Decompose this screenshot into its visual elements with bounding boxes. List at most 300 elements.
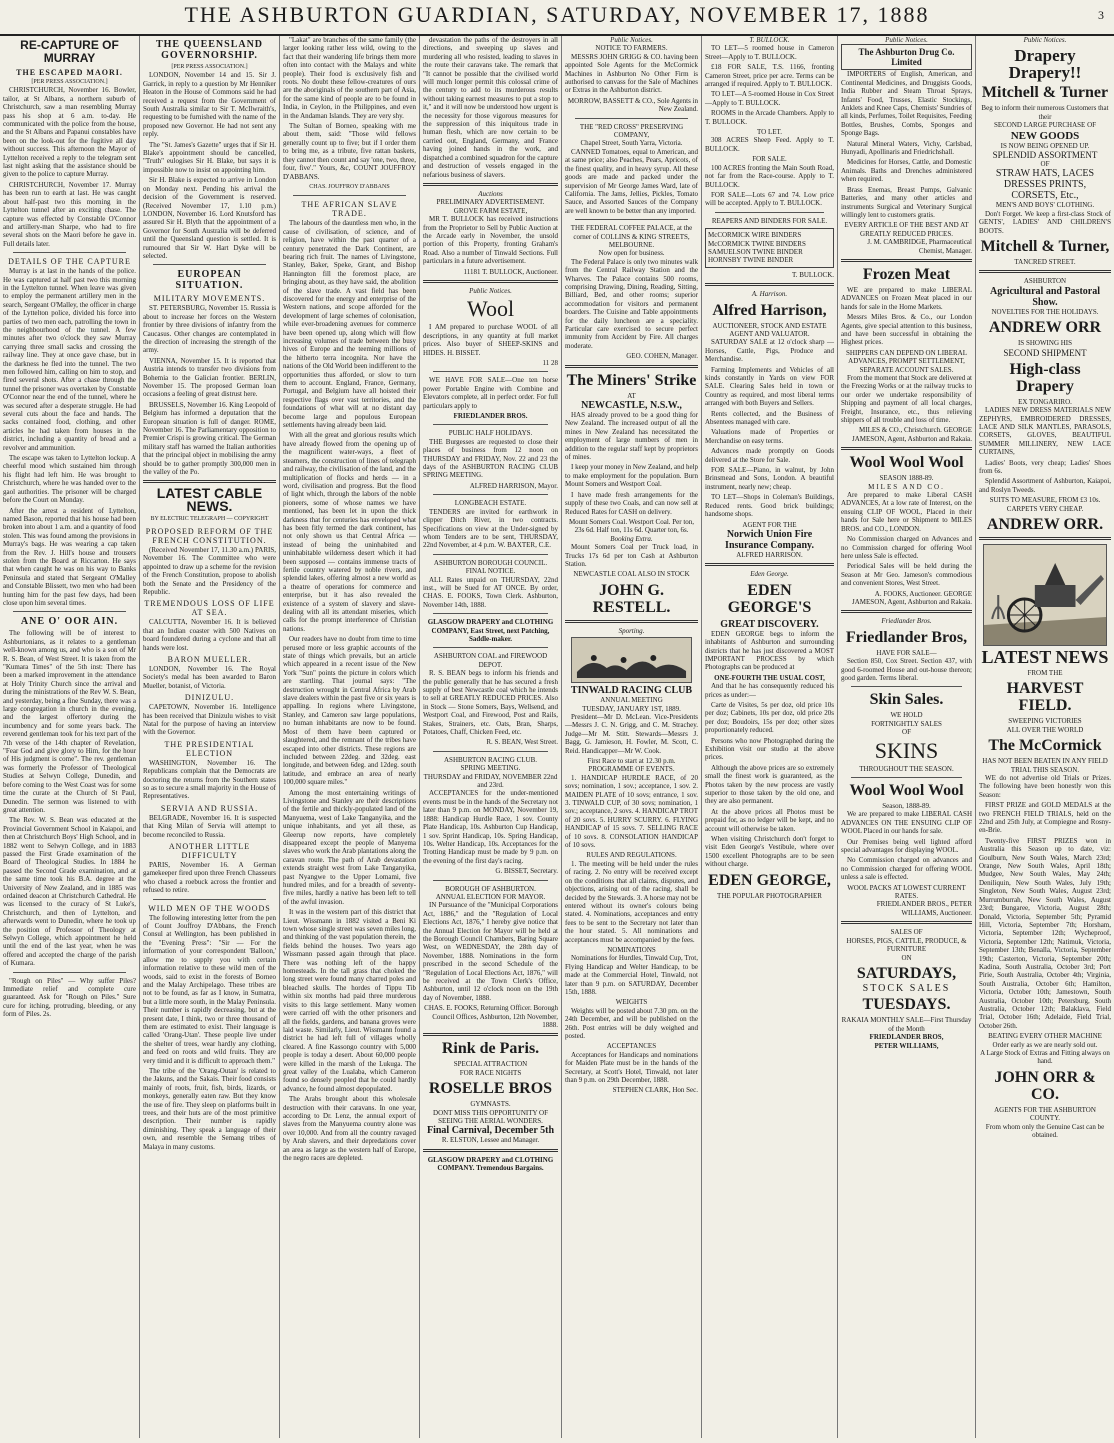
article-paragraph: The Rev. W. S. Bean was educated at the Provincial Government School in Kaiapoi, and then at Christchurch Boys' High School, and in 1882 went to Selwyn College, and in 1883 passed the First Grade examination of the Board of Theological Studies. In 1884 he passed the Second Grade examination, and at the same time took his B.A. degree at the University of New Zealand, and in 1885 was ordained deacon at Christchurch Cathedral. He was licensed to the curacy of St Luke's, Christchurch, and then of Lyttelton, and afterwards went to Dunedin, where he took up the position of Professor of Theology at Selwyn College, which appointment he held until the end of the last year, when he was offered and accepted the charge of the parish of Kumara. xyxy=(3,816,136,968)
ad-final-carnival: Final Carnival, December 5th xyxy=(426,1125,555,1137)
ad-body: Natural Mineral Waters, Vichy, Carlsbad, Hunyadi, Apollinaris and Friedrichshall. xyxy=(841,139,972,157)
divider xyxy=(13,972,126,973)
ad-heading: ASHBURTON RACING CLUB. xyxy=(444,755,537,764)
subhead-baron-mueller: BARON MUELLER. xyxy=(167,654,252,664)
section-sporting: Sporting. xyxy=(618,626,645,635)
ad-subheading: WEIGHTS xyxy=(615,998,648,1007)
article-paragraph: LONDON, November 16. The Royal Society's medal has been awarded to Baron Mueller, botanist, of Victoria. xyxy=(143,664,276,690)
divider xyxy=(13,252,126,253)
section-public-notices: Public Notices. xyxy=(469,286,512,295)
ad-heading: REAPERS AND BINDERS FOR SALE. xyxy=(711,216,828,225)
ad-body: Twenty-five FIRST PRIZES won in Australia this Season up to date, viz: Goulburn, New South Wales, March 23rd; Orange, New South Wales, April 18th; Mudgee, New South Wales, May 24th; Deniliquin, New South Wales, July 19th; Singleton, New South Wales, August 23rd; Murrumburrah, New South Wales, August 23rd; Bungaree, Victoria, August 28th; Donald, Victoria, September 5th; Pyramid Hill, Victoria, September 7th; Horsham, Victoria, September 12th; Wycheproof, Victoria, September 12th; Natimuk, Victoria, September 13th; Benalla, Victoria, September 19th; Casterton, Victoria, September 20th; Kadina, South Australia, October 3rd; Port Pirie, South Australia, October 4th; Virginia, South Australia, October 6th; Hamilton, Victoria, October 10th; Jamestown, South Australia, October 10th; Petersburg, South Australia, October 12th; Balaklava, Field Trial, October 16th; Adelaide, Field Trial, October 26th. xyxy=(979,836,1111,1030)
divider xyxy=(433,424,548,425)
ad-glasgow-drapery: GLASGOW DRAPERY and CLOTHING COMPANY, East Street, next Patching, Saddle-maker. xyxy=(427,618,554,643)
ad-subheading: EX TONGARIRO. xyxy=(1018,397,1072,406)
ad-subheading: AGENTS FOR THE ASHBURTON COUNTY. xyxy=(994,1105,1096,1123)
ad-body: Valuations made of Properties or Merchandise on easy terms. xyxy=(705,428,834,445)
ad-body: Beg to inform their numerous Customers that their xyxy=(981,104,1109,121)
ad-drapery: Drapery Drapery!! xyxy=(1008,46,1082,83)
ad-rink-title: Rink de Paris. xyxy=(441,1040,540,1058)
ad-roselle-bros: ROSELLE BROS xyxy=(428,1080,553,1098)
article-paragraph: devastation the paths of the destroyers in all directions, and sweeping up slaves and murdering all who resisted, leading to slaves in the route their caravans take. The remark that "It cannot be possible that the civilised world will much longer permit this colossal crime of the century to add to its murderous results without taking earnest measures to put a stop to it," and it will now be understood how urgent is the necessity for those vigorous measures for the suppression of this iniquitous trade in human flesh, which are now certain to be carried out, England, Germany, and France having joined hands in the work, and dispatched a combined squadron for the capture and destruction of vessels engaged in the nefarious business of slavers. xyxy=(423,36,558,179)
ad-wool-wool-wool-2: Wool Wool Wool xyxy=(849,782,964,799)
ad-body: WE do not advertise old Trials or Prizes. The following have been honestly won this Season: xyxy=(979,774,1111,799)
article-paragraph: It was in the western part of this district that Lieut. Wissmann in 1882 visited a Beni Ki town whose single street was seven miles long, and thinking of the vast population therein, the fields behind the houses. Two years ago Wissmann passed again through that place. There was nothing left of the happy homesteads. In the tall grass that choked the long street were found many charred poles and bleached skulls. The hordes of Tippu Tib within six months had paid three murderous visits to this large settlement. Many women were carried off with the other prisoners and all the fields, gardens, and banana groves were laid waste. Similarly, Lieut. Wissmann found a district he had left full of villages wholly cleared. A fine Kassongo country with 5,000 people is today a desert. About 60,000 people were killed in the marsh of the Lukuga. The great valley of the Lualaba, which Cameron found so densely peopled that he could hardly advance, he found almost depopulated. xyxy=(283,908,416,1093)
ad-alfred-harrison: Alfred Harrison, xyxy=(712,301,827,319)
column-3 xyxy=(280,36,420,1438)
divider xyxy=(979,537,1111,540)
ad-body: LADIES NEW DRESS MATERIALS NEW ZEPHYRS, EMBROIDERED DRESSES, LACE AND SILK MANTLES, PARASOLS, CORSETS, GLOVES, BEAUTIFUL SUMMER MILLINERY, NEW LACE CURTAINS, xyxy=(979,406,1111,457)
ad-subheading: HAS NOT BEEN BEATEN IN ANY FIELD TRIAL THIS SEASON. xyxy=(982,757,1108,774)
ad-subheading: FOR SALE. xyxy=(752,155,787,164)
subhead-escaped-maori: THE ESCAPED MAORI. xyxy=(16,68,123,77)
ad-john-restell: JOHN G. RESTELL. xyxy=(592,581,671,616)
ad-footer: ALFRED HARRISON. xyxy=(736,550,803,559)
ad-date: TUESDAY, JANUARY 1ST, 1889. xyxy=(582,704,681,713)
ad-body: Medicines for Horses, Cattle, and Domestic Animals. Baths and Drenches administered when required. xyxy=(841,158,972,184)
article-paragraph: WASHINGTON, November 16. The Republicans complain that the Democrats are doctoring the returns from the Southern states so as to secure a small majority in the House of Representatives. xyxy=(143,758,276,801)
ad-body: Don't Forget. We keep a first-class Stock of GENTS', LADIES' AND CHILDREN'S BOOTS. xyxy=(979,209,1111,235)
article-paragraph: The tribe of the 'Orang-Outan' is related to the Jakuns, and the Sakais. Their food consists mainly of roots, fruit, fish, birds, lizards, or monkeys, generally eaten raw. But they know the use of fire. They sleep on platforms built in trees, and their huts are of the most primitive description. Their number is rapidly diminishing. They speak a language of their own, and resemble the Semang tribes of Malaya in many customs. xyxy=(143,1066,276,1151)
ad-subheading: ANNUAL MEETING xyxy=(600,696,663,705)
ad-body: Persons who now Photographed during the Exhibition visit our studio at the above prices. xyxy=(705,736,834,762)
ad-footer: GEO. COHEN, Manager. xyxy=(626,352,698,361)
divider xyxy=(153,899,266,900)
ad-body: Brass Enemas, Breast Pumps, Galvanic Batteries, and many other articles and instruments Surgical and Veterinary Surgical willingly lent to customers gratis. xyxy=(841,185,972,219)
ad-body: Order early as we are nearly sold out. xyxy=(992,1040,1098,1049)
ad-heading: PUBLIC HALF HOLIDAYS. xyxy=(448,429,533,438)
article-paragraph: CAPETOWN, November 16. Intelligence has been received that Dinizulu wishes to visit Natal for the purpose of having an interview with the Governor. xyxy=(143,703,276,737)
ad-john-orr: JOHN ORR & CO. xyxy=(994,1068,1096,1103)
headline-queensland: THE QUEENSLAND GOVERNORSHIP. xyxy=(155,39,264,61)
divider xyxy=(575,118,688,119)
section-friedlander: Friedlander Bros. xyxy=(881,617,932,626)
article-paragraph: BRUSSELS, November 16. King Leopold of Belgium has informed a deputation that the European situation is full of danger. ROME, November 16. The Parliamentary opposition to Premier Crispi is growing critical. The German military staff has warned the Italian authorities that the principal object in mobilising the army should be to gather promptly 300,000 men in the valley of the Po. xyxy=(143,400,276,477)
ad-body: HAS already proved to be a good thing for New Zealand. The increased output of all the mines in New Zealand has necessitated the employment of large numbers of men in addition to the regular staff kept by proprietors of mines. xyxy=(565,411,698,462)
ad-heading: ASHBURTON COAL and FIREWOOD DEPOT. xyxy=(433,652,548,669)
ad-subheading: SHIPPERS CAN DEPEND ON LIBERAL ADVANCES, PROMPT SETTLEMENT, SEPARATE ACCOUNT SALES. xyxy=(846,348,967,374)
divider xyxy=(851,777,962,778)
ad-body: TO LET—Shops in Coleman's Buildings, Reduced rents. Good brick buildings; handsome shops. xyxy=(705,493,834,519)
ad-body: 1. HANDICAP HURDLE RACE, of 20 sovs; nomination, 1 sov.; acceptance, 1 sov. 2. MAIDEN PLATE of 10 sovs; entrance, 1 sov. 3. TINWALD CUP, of 30 sovs; nomination, 1 sov.; acceptance, 2 sovs. 4. HANDICAP TROT of 20 sovs. 5. HURRY SCURRY. 6. FLYING HANDICAP of 15 sovs. 7. SELLING RACE of 10 sovs. 8. CONSOLATION HANDICAP of 10 sovs. xyxy=(565,773,698,850)
section-public-notices: Public Notices. xyxy=(610,36,653,44)
ad-body: Although the above prices are so extremely small the finest work is guaranteed, as the Photos taken by the new process are vastly superior to those taken by the old one, and they are also permanent. xyxy=(705,763,834,806)
ad-subheading: NOVELTIES FOR THE HOLIDAYS. xyxy=(991,307,1099,316)
ad-subheading: FORTNIGHTLY SALES xyxy=(871,719,942,728)
ad-subheading: THROUGHOUT THE SEASON. xyxy=(859,764,954,773)
ad-subheading: OF xyxy=(1040,160,1050,169)
ad-subheading: GYMNASTS. xyxy=(470,1100,511,1109)
ad-footer: THE POPULAR PHOTOGRAPHER xyxy=(717,891,822,900)
ad-body: The Federal Palace is only two minutes walk from the Central Railway Station and the Wharves. The Palace contains 500 rooms, comprising Drawing, Dining, Reading, Sitting, Billiard, Bed, and other rooms; superior accommodation for visitors and permanent boarders. The Cuisine and Table appointments for the daily luncheon are a speciality. Particular care exercised to secure perfect immunity from Accident by Fire. All charges moderate. xyxy=(565,257,698,350)
ad-mitchell-turner: Mitchell & Turner xyxy=(981,84,1109,102)
ad-subheading: SEASON 1888-89. xyxy=(879,474,934,483)
subhead-slave-trade: THE AFRICAN SLAVE TRADE. xyxy=(301,200,398,219)
ad-subheading: EVERY ARTICLE OF THE BEST AND AT GREATLY REDUCED PRICES. xyxy=(844,221,969,238)
divider xyxy=(433,751,548,752)
ad-great-discovery: GREAT DISCOVERY. xyxy=(720,618,819,630)
list-item: McCORMICK TWINE BINDERS xyxy=(708,239,806,248)
ad-body: Rents collected, and the Business of Absentees managed with care. xyxy=(705,409,834,427)
ad-body: Acceptances for Handicaps and nominations for Maiden Plate must be in the hands of the Secretary, at Scott's Hotel, Tinwald, not later than 9 p.m. on 29th December, 1888. xyxy=(565,1050,698,1085)
article-paragraph: The "St. James's Gazette" urges that if Sir H. Blake's appointment should be cancelled, "Truth" eulogises Sir H. Blake, but says it is impossible now to insist on appointing him. xyxy=(143,140,276,174)
column-6 xyxy=(702,36,838,1438)
divider xyxy=(423,1033,558,1036)
section-bullock: T. BULLOCK. xyxy=(749,36,790,44)
ad-subheading: SWEEPING VICTORIES xyxy=(1008,717,1082,726)
ad-body: RAKAIA MONTHLY SALE—First Thursday of the Month xyxy=(841,1016,972,1033)
ad-body: No Commission charged on advances and no Commission charged for offering WOOL unless a sale is effected. xyxy=(841,856,972,882)
ad-subheading: GROVE FARM ESTATE, xyxy=(453,206,528,215)
ad-footer: 11181 T. BULLOCK, Auctioneer. xyxy=(463,267,558,276)
ad-subheading: NEWCASTLE COAL ALSO IN STOCK xyxy=(573,570,690,579)
ad-body: At the above prices all Photos must be prepaid for, as no ledger will be kept, and no account will otherwise be taken. xyxy=(705,807,834,833)
ad-subheading: FROM THE xyxy=(1027,668,1063,677)
ad-eden-georges: EDEN GEORGE'S xyxy=(727,581,812,616)
ad-body: FOR SALE—Lots 67 and 74. Low price will be accepted. Apply to T. BULLOCK. xyxy=(705,190,834,208)
ad-subheading: HAVE FOR SALE— xyxy=(876,648,937,657)
divider xyxy=(705,563,834,566)
divider xyxy=(423,183,558,186)
divider xyxy=(143,480,276,483)
ad-miners-strike: The Miners' Strike xyxy=(566,371,697,389)
ad-body: R. S. BEAN begs to inform his friends and the public generally that he has secured a fresh supply of best Newcastle coal which he intends to sell at GREATLY REDUCED PRICES. Also in Stock — Stone Somers, Bays, Wellsend, and Westport Coal, and Firewood, Post and Rails, Stakes, Strainers, etc. Oats, Bran, Sharps, Potatoes, Chaff, Chicken Feed, etc. xyxy=(423,669,558,737)
ad-footer: CHAS. E. FOOKS, Returning Officer. Borough Council Offices, Ashburton, 12th November, 1888. xyxy=(424,1004,558,1030)
divider xyxy=(841,447,972,450)
divider xyxy=(851,686,962,687)
article-paragraph: The Arabs brought about this wholesale destruction with their caravans. In one year, according to Dr. Lenz, the annual export of slaves from the Manyuema country alone was over 10,000. And from all the country ravaged by Arab slavers, and their depredations cover an area as large as the western half of Europe, the negro races are depleted. xyxy=(283,1095,416,1162)
ad-subheading: NOMINATIONS xyxy=(607,945,656,954)
reaper-woodcut xyxy=(983,544,1107,646)
ad-second-shipment: SECOND SHIPMENT xyxy=(1003,347,1087,358)
ad-body: 100 ACRES fronting the Main South Road, not far from the Race-course. Apply to T. BULLOCK. xyxy=(705,163,834,189)
section-harrison: A. Harrison. xyxy=(751,290,788,299)
ad-subheading: WOOL PACKS AT LOWEST CURRENT RATES. xyxy=(847,883,966,901)
ad-subheading: Booking Extra. xyxy=(610,534,653,543)
divider xyxy=(433,554,548,555)
ad-subheading: ON xyxy=(901,953,912,962)
article-paragraph: "Lakat" are branches of the same family (the larger looking rather less wild, owing to the fact that their wandering life brings them more often into contact with the Malays and white people). Their food is exclusively fish and roots. No doubt these fellow-creatures of ours are the aboriginals of the southern part of Asia, for the same kind of people are to be found in India, in Ceylon, in the Philippines, and even in the Andaman Islands. They are very shy. xyxy=(283,36,416,120)
ad-body: Carte de Visites, 5s per doz, old price 10s per doz; Cabinets, 10s per doz, old price 20s per doz; Boudoirs, 15s per doz; other sizes proportionately reduced. xyxy=(705,700,834,735)
ad-footer: FRIEDLANDER BROS, xyxy=(869,1033,944,1042)
subhead-dinizulu: DINIZULU. xyxy=(184,693,235,703)
ad-body: MR T. BULLOCK has received instructions from the Proprietor to Sell by Public Auction at the Arcade early in November, the unsold portion of this Property, fronting Graham's Road. Also a number of Tinwald Sections. Full particulars in a future advertisement. xyxy=(423,215,558,266)
masthead xyxy=(0,0,1114,36)
divider xyxy=(841,610,972,613)
divider xyxy=(293,195,406,196)
divider xyxy=(153,264,266,265)
article-paragraph: Sir H. Blake is expected to arrive in London on Monday next. Pending his arrival the decision of the Government is reserved. (Received November 17, 1.10 p.m.) LONDON, November 16. Lord Knutsford has assured Sir H. Blyth that the appointment of a Governor for South Australia will be deferred until the Queensland question is settled. It is rumoured that Sir W. Hart Dyke will be selected. xyxy=(143,176,276,260)
subhead-wild-men: WILD MEN OF THE WOODS xyxy=(148,903,271,913)
ad-subheading: HORSES, PIGS, CATTLE, PRODUCE, & FURNITURE xyxy=(846,936,967,954)
ad-subheading: BEATING EVERY OTHER MACHINE xyxy=(988,1032,1102,1041)
ad-body: ROOMS in the Arcade Chambers. Apply to T. BULLOCK. xyxy=(705,109,834,126)
ad-subheading: SUITS TO MEASURE, FROM £3 10s. xyxy=(989,496,1101,505)
ad-body: From the moment that Stock are delivered at the Freezing Works or at the railway trucks to our order we undertake responsibility of Shipping and payment of all local charges, Freight, Insurance, etc., thus relieving shippers of all trouble and loss of time. xyxy=(841,374,972,425)
ad-skins: SKINS xyxy=(874,737,939,763)
ad-subheading: ASHBURTON xyxy=(1023,277,1067,286)
headline-ane-oor-ain: ANE O' OOR AIN. xyxy=(20,616,119,628)
ad-latest-news: LATEST NEWS xyxy=(981,646,1109,667)
advert-rough-on-piles: "Rough on Piles" — Why suffer Piles? Immediate relief and complete cure guaranteed. Ask for "Rough on Piles." Sure cure for itching, protruding, bleeding, or any form of Piles. 2s. xyxy=(3,976,136,1019)
ad-wool-title: Wool xyxy=(466,296,515,322)
ad-footer: MILES & CO., Christchurch. GEORGE JAMESON, Agent, Ashburton and Rakaia. xyxy=(852,426,972,443)
divider xyxy=(433,613,548,614)
article-paragraph: Murray is at last in the hands of the police. He was captured at half past two this morning in the Lyttelton tunnel. When leave was given to employ the permanent artillery men in the search, Sergeant O'Malley, the officer in charge of the Lyttelton police, divided his force into parties of two men each, patrolling the town in the neighbourhood of the tunnel. A few minutes after two o'clock they saw Murray carrying three small sacks and crossing the railway line. They at once gave chase, but in the darkness he fled into the tunnel. The two men followed him, calling on him to stop, and fired several shots. After a chase through the tunnel the prisoner was overtaken by Constable O'Connor near the end of the tunnel, where he was secured after a desperate struggle. He had several cuts about the face and hands. The sacks contained food, clothing, and other articles he had taken from houses in the district, including a quantity of bread and a revolver and ammunition. xyxy=(3,267,136,452)
ad-body: I keep your money in New Zealand, and help to make employment for the population. Burn Mount Somers and Westport Coal. xyxy=(565,463,698,489)
masthead-title: THE ASHBURTON GUARDIAN, SATURDAY, NOVEMBER 17, 1888 xyxy=(184,2,930,27)
divider xyxy=(433,647,548,648)
agency-line: [PER PRESS ASSOCIATION.] xyxy=(171,64,248,70)
column-7 xyxy=(838,36,976,1438)
ad-body: Periodical Sales will be held during the Season at Mr Geo. Jameson's commodious and convenient Stores, West Street. xyxy=(841,562,972,588)
subhead-loss-at-sea: TREMENDOUS LOSS OF LIFE AT SEA. xyxy=(144,599,275,618)
ad-body: WE are prepared to make LIBERAL ADVANCES on Frozen Meat placed in our hands for sale in the Home Markets. xyxy=(841,285,972,311)
article-paragraph: With all the great and glorious results which have already flowed from the opening up of the magnificent water-ways, a fleet of steamers, the construction of lines of telegraph and railway, the civilisation of the land, and the multiplication of flocks and herds — in a word, civilisation and progress. But the flood of light which, through the labors of the noble pioneers, some of whose names we have mentioned, has been let in upon the thick darkness that for centuries has enveloped what has been fitly termed the dark continent, has not only shown us that Central Africa — instead of being the uninhabited and uninhabitable wilderness desert which it had been supposed — contains immense tracts of fertile country watered by noble rivers, and splendid lakes, offering almost a new world as a theatre of operations for commerce and enterprise, but it has also revealed the existence of a system of slavery and slave-dealing with all its attendant miseries, which calls for the prompt interference of Christian nations. xyxy=(283,431,416,633)
ad-body: From whom only the Genuine Cast can be obtained. xyxy=(985,1122,1105,1140)
ad-body: President—Mr D. McLean. Vice-Presidents—Messrs J. C. N. Grigg, and C. M. Strachey. Judge—Mr M. Stitt. Stewards—Messrs J. Bagg, G. Jamieson, H. Fowler, M. Scott, C. Reid. Handicapper—Mr W. Cook. xyxy=(565,712,698,755)
article-paragraph: (Received November 17, 11.30 a.m.) PARIS, November 16. The Committee who were appointed to draw up a scheme for the revision of the French Constitution, propose to abolish both the Senate and the Presidency of the Republic. xyxy=(143,545,276,596)
ad-subheading: AUCTIONEER, STOCK AND ESTATE AGENT AND VALUATOR. xyxy=(712,321,827,338)
ad-body: Weights will be posted about 7.30 pm. on the 24th December, and will be published on the 26th. Post entries will be duly weighed and posted. xyxy=(565,1006,698,1040)
ad-frozen-meat: Frozen Meat xyxy=(862,265,951,283)
ad-subheading: TANCRED STREET. xyxy=(1014,258,1076,267)
ad-saturdays: SATURDAYS, xyxy=(856,964,957,982)
ad-body: IN Pursuance of the "Municipal Corporations Act, 1886," and the "Regulation of Local Elections Act, 1876," I hereby give notice that the Annual Election for Mayor will be held at the Borough Council Chambers, Baring Square West, on WEDNESDAY, the 28th day of November, 1888. Nominations in the form prescribed in the second Schedule of the "Regulation of Local Elections Act, 1876," will be received at the Town Clerk's Office, Ashburton, until 12 o'clock noon on the 19th day of November, 1888. xyxy=(423,901,558,1002)
ad-footer: PETER WILLIAMS, xyxy=(874,1041,939,1050)
ad-glasgow-drapery: GLASGOW DRAPERY and CLOTHING COMPANY. Tremendous Bargains. xyxy=(427,1155,554,1173)
ad-subheading: ACCEPTANCES xyxy=(606,1042,657,1051)
ad-body: Our Premises being well lighted afford special advantages for displaying WOOL. xyxy=(841,837,972,855)
ad-body: 308 ACRES Sheep Feed. Apply to T. BULLOCK. xyxy=(705,136,834,153)
ad-mccormick: The McCormick xyxy=(988,737,1102,755)
ad-subheading: CARPETS VERY CHEAP. xyxy=(1006,504,1084,513)
ad-subheading: AT xyxy=(627,391,636,400)
article-paragraph: LONDON, November 14 and 15. Sir J. Garrick, in reply to a question by Mr Henniker Heaton in the House of Commons said he had received a request from the Government of South Australia similar to Sir T. McIlwraith's, requesting to be furnished with the name of the proposed new Governor. He had not sent any reply. xyxy=(143,71,276,139)
ad-mitchell-turner-2: Mitchell & Turner, xyxy=(980,238,1110,256)
ad-body: Section 850, Cox Street. Section 437, with good 6-roomed House and out-house thereon; good garden. Terms liberal. xyxy=(841,657,972,682)
ad-subheading: WE HOLD xyxy=(890,711,923,720)
ad-body: No Commission charged on Advances and no Commission charged for offering Wool here unless Sale is effected. xyxy=(841,535,972,560)
subhead-military: MILITARY MOVEMENTS. xyxy=(153,294,266,304)
ad-body: IMPORTERS of English, American, and Continental Medicines, and Druggists Goods, India Rubber and Steam Throat Sprays, Infants' Food, Trusses, Elastic Stockings, Anklets and Knee Caps, Chemists' Sundries of all kinds, Perfumes, Toilet Requisites, Feeding Bottles, Brushes, Combs, Sponges and Sponge Bags. xyxy=(841,70,972,138)
ad-body: MESSRS JOHN GRIGG & CO. having been appointed Sole Agents for the McCormick Machines in Ashburton No Other Firm is authorised to canvass for the Sale of Machines or Extras in the Ashburton district. xyxy=(565,52,698,95)
article-paragraph: CALCUTTA, November 16. It is believed that an Indian coaster with 500 Natives on board foundered during a cyclone and that all hands were lost. xyxy=(143,618,276,652)
headline-european-situation: EUROPEAN SITUATION. xyxy=(175,269,244,292)
ad-new-goods: NEW GOODS xyxy=(1010,129,1080,142)
racing-woodcut xyxy=(571,637,692,683)
article-paragraph: Our readers have no doubt from time to time perused more or less graphic accounts of the state of things which prevails, but an article which appeared in a recent issue of the New York "Sun" points the picture in colors which are startling. That journal says: "The destruction wrought in Central Africa by Arab slave dealers within the past five or six years is appalling. In regions where Livingstone, Stanley, and Cameron saw large populations, no human inhabitants are now to be found. Most of them have been captured or slaughtered, and the remnant of the tribes have escaped into other districts. These regions are included between 22deg. and 32deg. east longitude, and between 6deg. and 12deg. south latitude, and embrace an area of nearly 100,000 square miles." xyxy=(283,635,416,787)
article-paragraph: The escape was taken to Lyttelton lockup. A cheerful mood which sustained him through his flight had left him. He was brought to Christchurch, where he was handed over to the gaol authorities. The prisoner will be charged before the Court on Monday. xyxy=(3,454,136,505)
ad-footer: ALFRED HARRISON, Mayor. xyxy=(469,481,558,490)
subhead-presidential: THE PRESIDENTIAL ELECTION xyxy=(164,739,255,758)
divider xyxy=(423,280,558,283)
divider xyxy=(841,921,972,924)
ad-friedlander-bros: Friedlander Bros, xyxy=(845,628,968,646)
ad-heading: THE FEDERAL COFFEE PALACE, at the corner of COLLINS & KING STREETS, MELBOURNE. xyxy=(570,224,693,249)
ad-body: FOR SALE—Piano, in walnut, by John Brinsmead and Sons, London. A beautiful instrument, nearly new; cheap. xyxy=(705,466,834,491)
divider xyxy=(565,620,698,623)
ad-body: 1. The meeting will be held under the rules of racing. 2. No entry will be received except on the conditions that all claims, disputes, and objections, arising out of the racing, shall be decided by the Stewards. 3. A horse may not be entered without its owner's colours being stated. 4. Nominations, acceptances and entry fees to be sent to the Secretary not later than the hour stated. 5. All nominations and acceptances must be accompanied by the fees. xyxy=(565,859,698,944)
ad-corsets: CORSETS, Etc., xyxy=(1011,190,1079,202)
divider xyxy=(433,371,548,372)
ad-signoff: FRIEDLANDER BROS. xyxy=(453,412,528,421)
ad-body: I have made fresh arrangements for the supply of these two Coals, and can now sell at Reduced Rates for CASH on delivery. xyxy=(565,490,698,516)
subhead-difficulty: ANOTHER LITTLE DIFFICULTY xyxy=(168,842,251,861)
ad-newcastle: NEWCASTLE, N.S.W., xyxy=(581,400,682,412)
section-eden-george: Eden George. xyxy=(750,570,789,579)
divider xyxy=(433,494,548,495)
ad-straw-hats: STRAW HATS, LACES xyxy=(995,168,1095,180)
ad-footer: FRIEDLANDER BROS., PETER WILLIAMS, Auctioneer. xyxy=(876,900,972,917)
ad-subheading: SECOND LARGE PURCHASE OF xyxy=(993,121,1097,130)
ad-body: TO LET—5 roomed house in Cameron Street—Apply to T. BULLOCK. xyxy=(705,44,834,61)
ad-high-class-drapery: High-class Drapery xyxy=(1009,360,1081,395)
ad-subheading: Season, 1888-89. xyxy=(882,802,931,810)
divider xyxy=(841,259,972,262)
ad-tuesdays: TUESDAYS. xyxy=(862,996,951,1014)
ad-splendid: SPLENDID ASSORTMENT xyxy=(992,150,1098,161)
ad-dresses: DRESSES PRINTS, xyxy=(1003,179,1087,191)
divider xyxy=(575,219,688,220)
ad-body: CANNED Tomatoes, equal to American, and at same price; also Peaches, Pears, Apricots, of the finest quality, and in heavy syrup. All these goods are made and packed under the supervision of Mr George James Ward, late of California. The Jams, Jellies, Pickles, Tomato Sauce, and Assorted Sauces of the Company are well known to be better than any imported. xyxy=(565,147,698,215)
ad-body: TENDERS are invited for earthwork in clipper Ditch River, in two contracts. Specifications on view at the Under-signed by whom Tenders are to be sent, THURSDAY, 22nd November, at 4 p.m. W. BAXTER, C.E. xyxy=(423,507,558,550)
ad-norwich-union: Norwich Union Fire Insurance Company. xyxy=(725,528,814,551)
divider xyxy=(705,283,834,286)
ad-tinwald-racing: TINWALD RACING CLUB xyxy=(570,685,693,697)
ad-body: When visiting Christchurch don't forget to visit Eden George's Vestibule, where over 1500 excellent Photographs are to be seen without charge. xyxy=(705,835,834,869)
ad-subheading: OF xyxy=(902,728,911,737)
ad-body: Advances made promptly on Goods delivered at the Store for Sale. xyxy=(705,447,834,464)
ad-body: First Race to start at 12.30 p.m. xyxy=(587,757,676,765)
ad-footer: STEPHEN CLARK, Hon Sec. xyxy=(612,1086,698,1095)
ad-andrew-orr: ANDREW ORR xyxy=(988,319,1102,337)
ad-body: Nominations for Hurdles, Tinwald Cup, Trot, Flying Handicap and Welter Handicap, to be made at the Commercial Hotel, Tinwald, not later than 9 p.m. on SATURDAY, December 15th, 1888. xyxy=(565,954,698,996)
ad-wool-wool-wool: Wool Wool Wool xyxy=(849,454,964,472)
article-paragraph: The labours of the dauntless men who, in the cause of civilisation, of science, and of religion, have within the past quarter of a century penetrated the Dark Continent, are bearing rich fruit. The names of Livingstone, Stanley, Baker, Speke, Grant, and Bishop Hannington fill the foremost place, are bringing about, as they have said, the abolition of the slave trade. A vast field has been discovered for the energy and enterprise of the Western nations, and scope afforded for the development of large schemes of colonisation, while ever-broadening avenues for commerce have been opened up, along which will flow increasing volumes of trade between the busy hives of Europe and the teeming millions of the hitherto terra incognita. Nor have the nations of the Old World been indifferent to the opportunities thus afforded, or slow to turn them to account. England, France, Germany, Portugal, and Belgium have all hoisted their respective flags over vast territories, and the foundations of what will at no distant day become large and populous European settlements having already been laid. xyxy=(283,219,416,430)
ad-subheading: RULES AND REGULATIONS. xyxy=(586,851,677,860)
agency-line: BY ELECTRIC TELEGRAPH — COPYRIGHT xyxy=(150,516,269,523)
ad-drug-co: The Ashburton Drug Co. Limited xyxy=(841,44,972,70)
subhead-details: DETAILS OF THE CAPTURE xyxy=(8,257,131,267)
ad-body: TO LET—A 5-roomed House in Cox Street—Apply to T. BULLOCK. xyxy=(705,90,834,107)
column-5 xyxy=(562,36,702,1438)
ad-subheading: PROGRAMME OF EVENTS. xyxy=(588,765,675,774)
ad-date: THURSDAY and FRIDAY, NOVEMBER 22nd and 23rd. xyxy=(423,772,558,790)
ad-body: £18 FOR SALE, T.S. 1166, fronting Cameron Street, price per acre. Terms can be arranged if required. Apply to T. BULLOCK. xyxy=(705,63,834,89)
ad-heading: LONGBEACH ESTATE. xyxy=(454,499,527,508)
article-paragraph: PARIS, November 16. A German gamekeeper fired upon three French Chasseurs who chased a roebuck across the frontier and refused to retire. xyxy=(143,861,276,895)
article-paragraph: BELGRADE, November 16. It is suspected that King Milan of Servia will attempt to become reconciled to Russia. xyxy=(143,813,276,839)
ad-body: ACCEPTANCES for the under-mentioned events must be in the hands of the Secretary not later than 9 p.m. on MONDAY, November 19, 1888: Handicap Hurdle Race, 1 sov. County Plate Handicap, 10s. Ashburton Cup Handicap, 1 sov. Sprint Handicap, 10s. Spring Handicap, 10s. Welter Handicap, 10s. Acceptances for the Trotting Handicap must be made by 9 p.m. on the evening of the first day's racing. xyxy=(423,789,558,865)
divider xyxy=(433,880,548,881)
ad-footer: A. FOOKS, Auctioneer. GEORGE JAMESON, Agent, Ashburton and Rakaia. xyxy=(852,589,972,606)
ad-coal-prices: Mount Somers Coal. Westport Coal. Per ton, 23s 6d. Half ton, 11s 6d. Quarter ton, 6s. xyxy=(568,517,695,535)
ad-body: WE HAVE FOR SALE—One ten horse power Portable Engine with Combine and Elevators complete, all in perfect order. For full particulars apply to xyxy=(423,376,558,410)
ad-subheading: Chapel Street, South Yarra, Victoria. xyxy=(580,139,683,148)
ad-body: We are prepared to make LIBERAL CASH ADVANCES ON THE ENSUING CLIP OF WOOL Placed in our hands for sale. xyxy=(841,810,972,836)
article-paragraph: CHRISTCHURCH, November 16. Bowler, tailor, at St Albans, a northern suburb of Christchurch, saw a man resembling Murray pass his shop at 6 a.m. to-day. He communicated with the police from the house, and the St Albans and Papanui constables have been on the look-out for the fugitive all day without success. This afternoon the Mayor of Lyttelton received a reply to the telegram sent last night asking that the assistance should be given to the police to capture Murray. xyxy=(3,86,136,179)
article-paragraph: The following interesting letter from the pen of Count Jouffroy D'Abbans, the French Consul at Wellington, has been published in the "Evening Press": "Sir — For the information of your correspondent 'Balloon,' allow me to supply you with certain information relative to these wild men of the woods, said to exist in the forests of Borneo and the Malay Archipelago. These tribes are not to be found, as far as I know, in Sumatra, but a little more south, in the Malay Peninsula. Their number is rapidly decreasing, but at the present date, I think, two or three thousand of them are estimated to exist. Their language is called 'Orang-Utan'. These people live under the shelter of trees, wear hardly any clothing, and feed on roots and wild fruits. They are very timid and it is difficult to approach them." xyxy=(143,913,276,1065)
ad-skin-sales: Skin Sales. xyxy=(869,691,944,709)
ad-subheading: TO LET. xyxy=(756,128,782,137)
ad-heading: NOTICE TO FARMERS. xyxy=(595,44,668,53)
ad-footer: J. M. CAMBRIDGE, Pharmaceutical Chemist, Manager. xyxy=(867,238,972,255)
subhead-french-constitution: PROPOSED REFORM OF THE FRENCH CONSTITUTION. xyxy=(145,526,274,545)
section-auctions: Auctions xyxy=(478,189,503,198)
ad-body: Farming Implements and Vehicles of all kinds constantly in Yards on view FOR SALE. Clearing Sales held in town or Country as required, and most liberal terms arranged with both Buyers and Sellers. xyxy=(705,365,834,408)
ad-footer: G. BISSET, Secretary. xyxy=(495,867,558,876)
ad-body: THE Burgesses are requested to close their places of business from 12 noon on THURSDAY and FRIDAY, Nov. 22 and 23 the days of the ASHBURTON RACING CLUB SPRING MEETING. xyxy=(423,437,558,480)
signature: CHAS. JOUFFROY D'ABBANS xyxy=(309,183,390,190)
ad-miles-and-co: MILES AND CO. xyxy=(868,482,945,491)
ad-body: Splendid Assortment of Ashburton, Kaiapoi, and Roslyn Tweeds. xyxy=(979,477,1111,494)
article-paragraph: CHRISTCHURCH, November 17. Murray has been run to earth at last. He was caught about half-past two this morning in the Lyttelton tunnel after an exciting chase. The capture was effected by Constable O'Connor and artillery-man Sharpe, who had to fire several shots on the Maori before he gave in. Full details later. xyxy=(3,180,136,248)
ad-heading: ASHBURTON BOROUGH COUNCIL. xyxy=(433,558,548,567)
ad-subheading: IS NOW BEING OPENED UP. xyxy=(1000,141,1090,150)
ad-eden-george: EDEN GEORGE, xyxy=(708,871,831,889)
ad-body: I AM prepared to purchase WOOL of all descriptions, in any quantity at full market prices. Also buyer of SHEEP-SKINS and HIDES. H. BISSET. xyxy=(423,323,558,357)
section-public-notices: Public Notices. xyxy=(1023,36,1067,44)
ad-subheading: FINAL NOTICE. xyxy=(465,567,516,576)
column-4 xyxy=(420,36,562,1438)
list-item: SAMUELSON TWINE BINDER xyxy=(708,247,803,256)
ad-footer: MORROW, BASSETT & CO., Sole Agents in New Zealand. xyxy=(567,96,698,114)
ad-subheading: SPECIAL ATTRACTION xyxy=(453,1060,528,1069)
ad-subheading: FOR RACE NIGHTS xyxy=(459,1068,522,1077)
ad-footer: T. BULLOCK. xyxy=(791,270,834,279)
ad-subheading: IS SHOWING HIS xyxy=(1017,339,1073,348)
ad-agricultural-show: Agricultural and Pastoral Show. xyxy=(990,285,1100,308)
article-paragraph: VIENNA, November 15. It is reported that Austria intends to transfer two divisions from Bohemia to the Galician frontier. BERLIN, November 15. The proposed German loan occasions a feeling of great distrust here. xyxy=(143,356,276,399)
article-paragraph: Among the most entertaining writings of Livingstone and Stanley are their descriptions of the fertile and thickly-populated land of the Manyuema, west of Lake Tanganyika, and the unique inhabitants, and yet all these, as Gleerup now reports, have completely disappeared except the people of Manyema slaves who work the Arab plantations along the caravan route. The path of Arab devastation extends straight west from Lake Tanganyika, past Nyangwe to the Upper Lomami, five hundred miles, and for a breadth of seventy-five miles, hardly a native has been left to tell of the awful invasion. xyxy=(283,788,416,906)
ad-heading: PRELIMINARY ADVERTISEMENT. xyxy=(436,198,545,207)
column-8 xyxy=(976,36,1114,1438)
ad-andrew-orr-2: ANDREW ORR. xyxy=(986,515,1104,533)
subhead-servia: SERVIA AND RUSSIA. xyxy=(160,803,259,813)
ad-body: FIRST PRIZE and GOLD MEDALS at the two FRENCH FIELD TRIALS, held on the 22nd and 25th July, at Compiegne and Rosny-en-Brie. xyxy=(979,801,1111,835)
list-item: McCORMICK WIRE BINDERS xyxy=(708,231,802,240)
divider xyxy=(979,270,1111,273)
divider xyxy=(565,365,698,368)
ad-subheading: ANNUAL ELECTION FOR MAYOR. xyxy=(435,892,546,901)
agency-line: [PER PRESS ASSOCIATION.] xyxy=(31,79,108,85)
ad-footer: R. ELSTON, Lessee and Manager. xyxy=(441,1136,540,1145)
ad-footer: R. S. BEAN, West Street. xyxy=(486,738,558,747)
ad-subheading: AGENT FOR THE xyxy=(742,520,797,529)
column-2 xyxy=(140,36,280,1438)
ad-body: And that he has consequently reduced his prices as under:— xyxy=(705,682,834,699)
ad-harvest-field: HARVEST FIELD. xyxy=(1006,680,1084,715)
divider xyxy=(715,212,824,213)
ad-subheading: ALL OVER THE WORLD xyxy=(1006,725,1084,734)
ad-body: Ladies' Boots, very cheap; Ladies' Shoes from 6s. xyxy=(979,458,1111,475)
divider xyxy=(13,611,126,612)
list-item: HORNSBY TWINE BINDER xyxy=(708,256,794,265)
ad-body: Messrs Miles Bros. & Co., our London Agents, give special attention to this business, and have been successful in obtaining the Highest prices. xyxy=(841,313,972,347)
ad-footer: 11 28 xyxy=(542,359,558,367)
ad-body: SATURDAY SALE at 12 o'clock sharp — Horses, Cattle, Pigs, Produce and Merchandise. xyxy=(705,338,834,364)
section-public-notices: Public Notices. xyxy=(885,36,928,44)
ad-subheading: SALES OF xyxy=(890,928,923,937)
article-paragraph: The Sultan of Borneo, speaking with me about them, said: "Those wild fellows generally count up to five; but if I order them to bring me, as a tribute, five rattan baskets, they cannot then count and say 'one, two, three, four, five'." Yours, &c, COUNT JOUFFROY D'ABBANS. xyxy=(283,122,416,181)
ad-body: ALL Rates unpaid on THURSDAY, 22nd inst., will be Sued for AT ONCE. By order, CHAS. E. FOOKS, Town Clerk. Ashburton, November 14th, 1888. xyxy=(423,575,558,609)
article-paragraph: ST. PETERSBURG, November 15. Russia is about to increase her forces on the Western frontier by three divisions of infantry from the Caucasus. Other changes are contemplated in the direction of increasing the strength of the army. xyxy=(143,304,276,355)
ad-subheading: Now open for business. xyxy=(598,249,665,258)
page-number: 3 xyxy=(1098,8,1104,22)
ad-body: EDEN GEORGE begs to inform the inhabitants of Ashburton and surrounding districts that he has just discovered a MOST IMPORTANT PROCESS by which Photographs can be produced at xyxy=(705,629,834,672)
ad-heading: THE "RED CROSS" PRESERVING COMPANY, xyxy=(579,122,684,140)
